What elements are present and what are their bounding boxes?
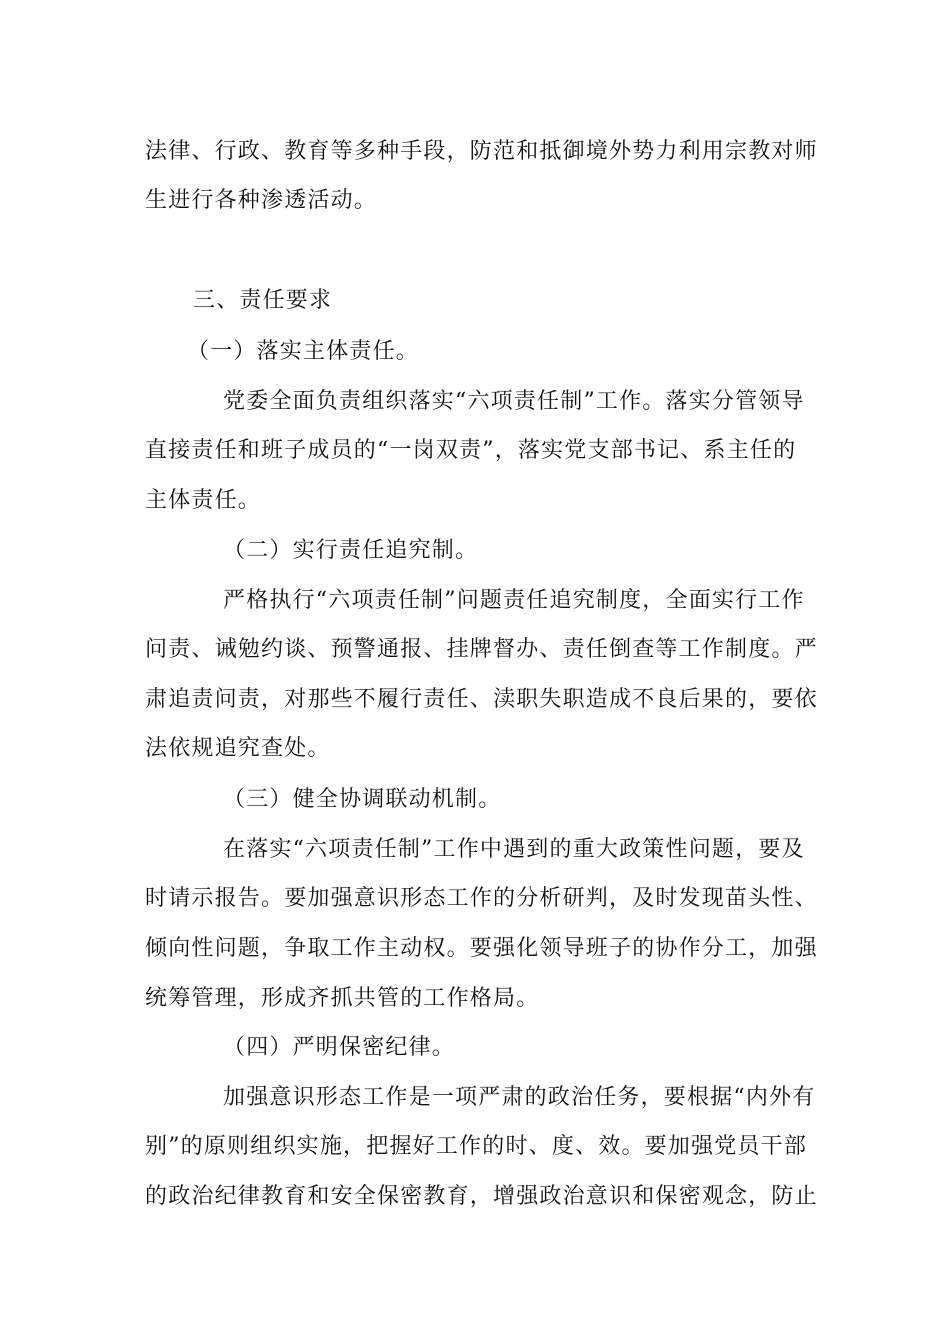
body-text-line: 法依规追究查处。	[145, 736, 331, 761]
body-text-line: 倾向性问题，争取工作主动权。要强化领导班子的协作分工，加强	[145, 936, 818, 961]
body-text-line: 法律、行政、教育等多种手段，防范和抵御境外势力利用宗教对师	[145, 139, 818, 164]
body-text-line: 主体责任。	[145, 488, 262, 513]
subsection-heading: （三）健全协调联动机制。	[223, 787, 502, 812]
body-text-line: 时请示报告。要加强意识形态工作的分析研判，及时发现苗头性、	[145, 886, 818, 911]
body-text-line: 生进行各种渗透活动。	[145, 188, 378, 213]
section-heading: 三、责任要求	[193, 288, 333, 313]
body-text-line: 统筹管理，形成齐抓共管的工作格局。	[145, 986, 540, 1011]
body-text-line: 直接责任和班子成员的“一岗双责”，落实党支部书记、系主任的	[145, 438, 797, 463]
body-text-line: 别”的原则组织实施，把握好工作的时、度、效。要加强党员干部	[145, 1134, 808, 1159]
body-text-line: 的政治纪律教育和安全保密教育，增强政治意识和保密观念，防止	[145, 1184, 818, 1209]
subsection-heading: （一）落实主体责任。	[187, 339, 420, 364]
subsection-heading: （四）严明保密纪律。	[223, 1035, 456, 1060]
paragraph-first-line: 严格执行“六项责任制”问题责任追究制度，全面实行工作	[223, 588, 805, 613]
paragraph-first-line: 党委全面负责组织落实“六项责任制”工作。落实分管领导	[223, 389, 805, 414]
subsection-heading: （二）实行责任追究制。	[223, 538, 479, 563]
paragraph-first-line: 加强意识形态工作是一项严肃的政治任务，要根据“内外有	[223, 1085, 816, 1110]
body-text-line: 肃追责问责，对那些不履行责任、渎职失职造成不良后果的，要依	[145, 687, 818, 712]
body-text-line: 问责、诫勉约谈、预警通报、挂牌督办、责任倒查等工作制度。严	[145, 637, 818, 662]
paragraph-first-line: 在落实“六项责任制”工作中遇到的重大政策性问题，要及	[223, 837, 805, 862]
